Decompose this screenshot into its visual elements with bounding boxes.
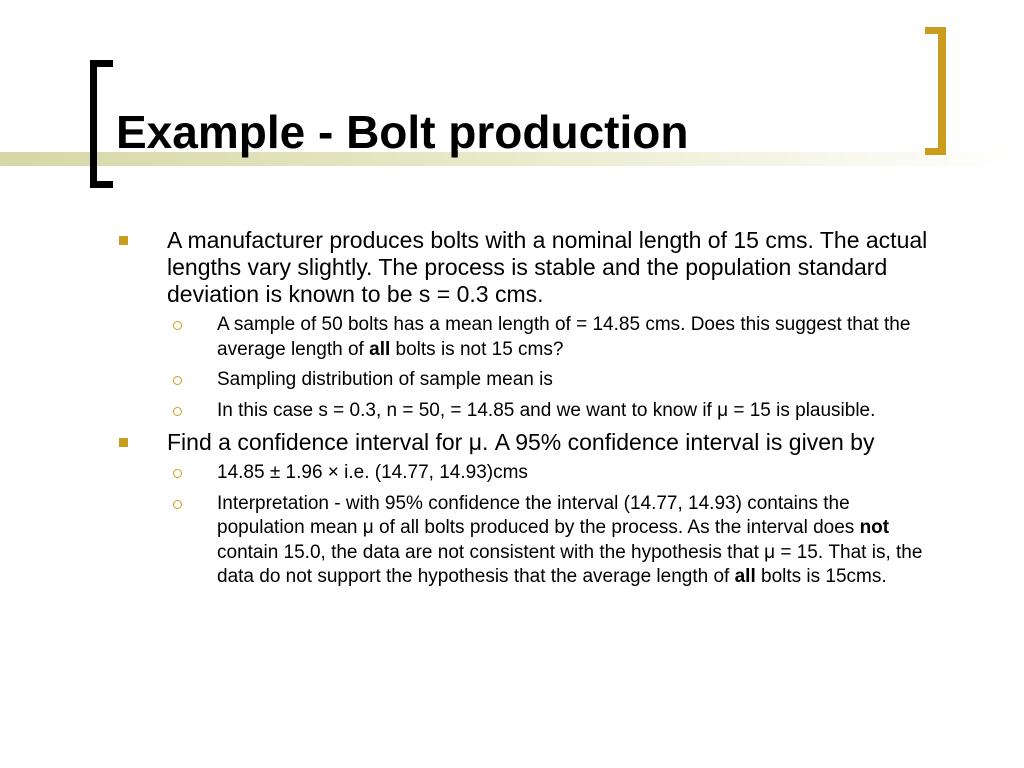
slide-title: Example - Bolt production <box>116 106 689 158</box>
sub-bullet-interpretation <box>167 492 953 590</box>
circle-bullet-icon <box>173 376 182 385</box>
sub-bullet-list <box>167 313 953 423</box>
sub-bullet-case-values <box>167 399 953 424</box>
circle-bullet-icon <box>173 469 182 478</box>
bullet-bolt-manufacturer <box>113 227 953 423</box>
slide-body <box>113 227 953 596</box>
sub-bullet-text: Interpretation - with 95% confidence the interval (14.77, 14.93) contains the population mean μ of all bolts produced by the process. As the interval does not contain 15.0, the data are not consistent with the hypothesis that μ = 15. That is, the data do not support the hypothesis that the average length of all bolts is 15cms. <box>217 492 923 587</box>
sub-bullet-text: 14.85 ± 1.96 × i.e. (14.77, 14.93)cms <box>217 462 528 483</box>
circle-bullet-icon <box>173 407 182 416</box>
sub-bullet-sample-question <box>167 313 953 362</box>
bullet-confidence-interval <box>113 429 953 590</box>
bullet-text: A manufacturer produces bolts with a nominal length of 15 cms. The actual lengths vary slightly. The process is stable and the population standard deviation is known to be s = 0.3 cms. <box>167 227 928 307</box>
circle-bullet-icon <box>173 500 182 509</box>
bullet-text: Find a confidence interval for μ. A 95% confidence interval is given by <box>167 429 875 455</box>
sub-bullet-text: A sample of 50 bolts has a mean length of = 14.85 cms. Does this suggest that the average length of all bolts is not 15 cms? <box>217 314 911 360</box>
square-bullet-icon <box>119 438 128 447</box>
sub-bullet-text: Sampling distribution of sample mean is <box>217 369 553 390</box>
sub-bullet-text: In this case s = 0.3, n = 50, = 14.85 and we want to know if μ = 15 is plausible. <box>217 399 876 421</box>
square-bullet-icon <box>119 236 128 245</box>
sub-bullet-interval-calculation <box>167 461 953 486</box>
sub-bullet-sampling-distribution <box>167 368 953 393</box>
circle-bullet-icon <box>173 321 182 330</box>
sub-bullet-list <box>167 461 953 590</box>
